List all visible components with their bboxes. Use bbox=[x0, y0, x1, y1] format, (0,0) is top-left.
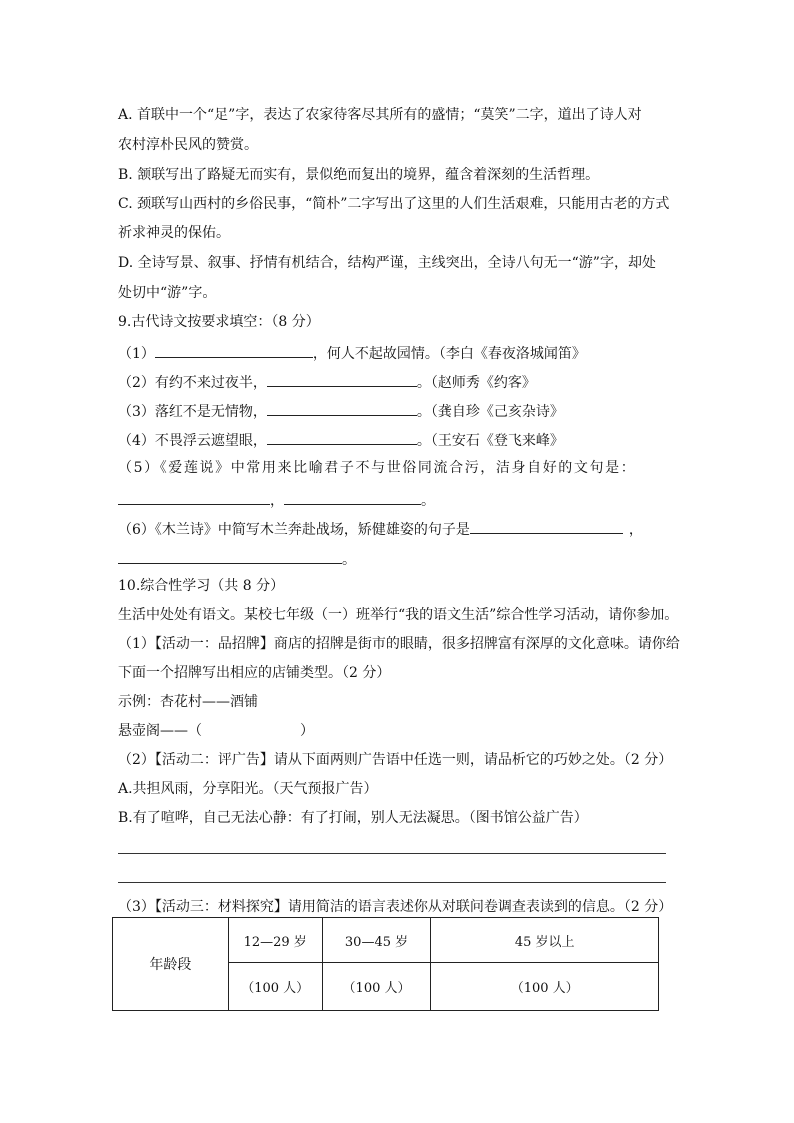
q10-ad-b: B.有了喧哗，自己无法心静：有了打闹，别人无法凝思。（图书馆公益广告） bbox=[118, 810, 588, 826]
q10-title: 10.综合性学习（共 8 分） bbox=[118, 578, 285, 594]
answer-line-2[interactable] bbox=[118, 882, 666, 883]
q10-sign-answer bbox=[118, 722, 314, 740]
q9-item1-text: ，何人不起故园情。（李白《春夜洛城闻笛》 bbox=[312, 346, 586, 362]
q9-item6-end: 。 bbox=[342, 552, 356, 568]
q9-title: 9.古代诗文按要求填空：（8 分） bbox=[118, 314, 320, 330]
q9-item1-blank[interactable] bbox=[155, 342, 313, 358]
q9-item5: （5）《爱莲说》中常用来比喻君子不与世俗同流合污，洁身自好的文句是： bbox=[118, 460, 637, 476]
q9-item4-src: 。（王安石《登飞来峰》 bbox=[416, 433, 564, 449]
q9-item3-blank[interactable] bbox=[267, 400, 417, 416]
q9-item6-comma: ， bbox=[628, 522, 643, 538]
q9-item6-blank1[interactable] bbox=[470, 518, 623, 534]
table-age-col2: 30—45 岁 bbox=[322, 918, 431, 963]
q9-item6 bbox=[118, 518, 643, 539]
q10-activity2-line1: （2）【活动二：评广告】请从下面两则广告语中任选一则，请品析它的巧妙之处。（2 分） bbox=[118, 752, 673, 768]
table-row-header: 年龄段 bbox=[113, 918, 229, 1011]
q10-activity3-line1: （3）【活动三：材料探究】请用简洁的语言表述你从对联问卷调查表读到的信息。（2 分） bbox=[118, 899, 673, 915]
q9-item4-text: （4）不畏浮云遮望眼， bbox=[118, 433, 267, 449]
q9-item3-text: （3）落红不是无情物， bbox=[118, 404, 267, 420]
q9-item1-num: （1） bbox=[118, 346, 155, 362]
q9-item5-comma: ， bbox=[270, 493, 284, 509]
q9-item5-end: 。 bbox=[421, 493, 435, 509]
q9-item6-text: （6）《木兰诗》中简写木兰奔赴战场，矫健雄姿的句子是 bbox=[118, 522, 470, 538]
option-d-line1: D. 全诗写景、叙事、抒情有机结合，结构严谨，主线突出，全诗八句无一“游”字，却处 bbox=[118, 255, 656, 271]
survey-table bbox=[112, 917, 659, 1011]
q9-item2-blank[interactable] bbox=[267, 371, 417, 387]
option-a-line2: 农村淳朴民风的赞赏。 bbox=[118, 137, 258, 153]
q10-intro: 生活中处处有语文。某校七年级（一）班举行“我的语文生活”综合性学习活动，请你参加。 bbox=[118, 607, 679, 623]
q9-item2-text: （2）有约不来过夜半， bbox=[118, 375, 267, 391]
q9-item2-src: 。（赵师秀《约客》 bbox=[416, 375, 536, 391]
table-count-col2: （100 人） bbox=[322, 963, 431, 1011]
table-count-col3: （100 人） bbox=[431, 963, 659, 1011]
q9-item1 bbox=[118, 342, 586, 363]
table-age-col1: 12—29 岁 bbox=[228, 918, 322, 963]
q10-ad-a: A.共担风雨，分享阳光。（天气预报广告） bbox=[118, 781, 378, 797]
q9-item5-blank2[interactable] bbox=[284, 489, 421, 505]
q10-sign-prefix: 悬壶阁——（ bbox=[118, 723, 202, 739]
q10-activity1-line1: （1）【活动一：品招牌】商店的招牌是街市的眼睛，很多招牌富有深厚的文化意味。请你给 bbox=[118, 636, 680, 652]
q10-activity1-line2: 下面一个招牌写出相应的店铺类型。（2 分） bbox=[118, 665, 391, 681]
table-count-col1: （100 人） bbox=[228, 963, 322, 1011]
option-d-line2: 处切中“游”字。 bbox=[118, 285, 217, 301]
q9-item3-src: 。（龚自珍《己亥杂诗》 bbox=[416, 404, 564, 420]
q9-item3 bbox=[118, 400, 564, 421]
q9-item2 bbox=[118, 371, 536, 392]
q9-item6-answers bbox=[118, 548, 356, 569]
q10-sign-suffix: ） bbox=[300, 723, 314, 739]
answer-line-1[interactable] bbox=[118, 853, 666, 854]
option-b-line1: B. 颔联写出了路疑无而实有，景似绝而复出的境界，蕴含着深刻的生活哲理。 bbox=[118, 167, 600, 183]
table-age-col3: 45 岁以上 bbox=[431, 918, 659, 963]
q9-item6-blank2[interactable] bbox=[118, 548, 342, 564]
option-a-line1: A. 首联中一个“足”字，表达了农家待客尽其所有的盛情；“莫笑”二字，道出了诗人对 bbox=[118, 107, 642, 123]
option-c-line2: 祈求神灵的保佑。 bbox=[118, 225, 230, 241]
q9-item5-answers bbox=[118, 489, 435, 510]
q10-example: 示例：杏花村——酒铺 bbox=[118, 694, 258, 710]
q9-item4-blank[interactable] bbox=[267, 429, 417, 445]
q9-item5-blank1[interactable] bbox=[118, 489, 270, 505]
option-c-line1: C. 颈联写山西村的乡俗民事，“简朴”二字写出了这里的人们生活艰难，只能用古老的方式 bbox=[118, 196, 670, 212]
q9-item4 bbox=[118, 429, 564, 450]
